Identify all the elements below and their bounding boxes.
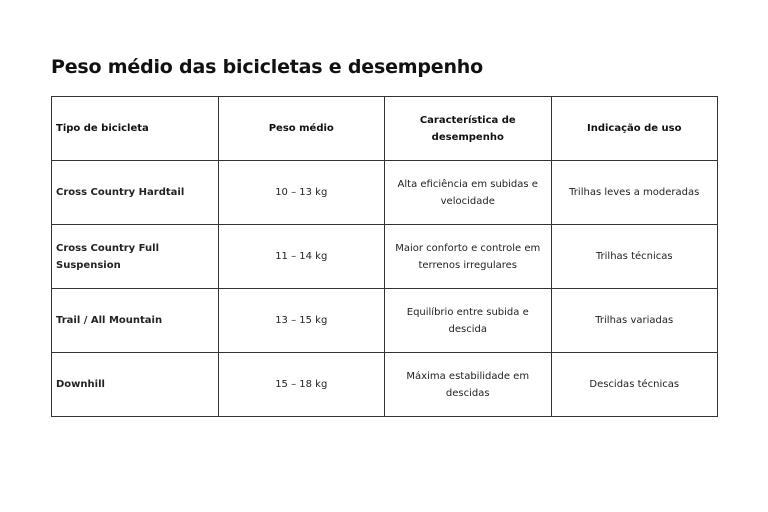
column-header-performance: Característica de desempenho [385,97,552,161]
cell-bike-type: Downhill [52,353,219,417]
table-row [52,161,718,225]
data-table [51,96,718,417]
cell-performance: Maior conforto e controle em terrenos irregulares [385,225,552,289]
cell-performance: Alta eficiência em subidas e velocidade [385,161,552,225]
column-header-bike-type: Tipo de bicicleta [52,97,219,161]
table-row [52,225,718,289]
table-row [52,353,718,417]
cell-usage: Trilhas leves a moderadas [551,161,718,225]
cell-performance: Máxima estabilidade em descidas [385,353,552,417]
cell-bike-type: Cross Country Full Suspension [52,225,219,289]
cell-performance: Equilíbrio entre subida e descida [385,289,552,353]
cell-usage: Trilhas variadas [551,289,718,353]
cell-bike-type: Cross Country Hardtail [52,161,219,225]
cell-usage: Descidas técnicas [551,353,718,417]
cell-weight: 13 – 15 kg [218,289,385,353]
cell-weight: 11 – 14 kg [218,225,385,289]
table-header-row [52,97,718,161]
page-title: Peso médio das bicicletas e desempenho [51,56,483,78]
cell-weight: 15 – 18 kg [218,353,385,417]
cell-bike-type: Trail / All Mountain [52,289,219,353]
cell-weight: 10 – 13 kg [218,161,385,225]
cell-usage: Trilhas técnicas [551,225,718,289]
column-header-average-weight: Peso médio [218,97,385,161]
column-header-usage: Indicação de uso [551,97,718,161]
table-row [52,289,718,353]
